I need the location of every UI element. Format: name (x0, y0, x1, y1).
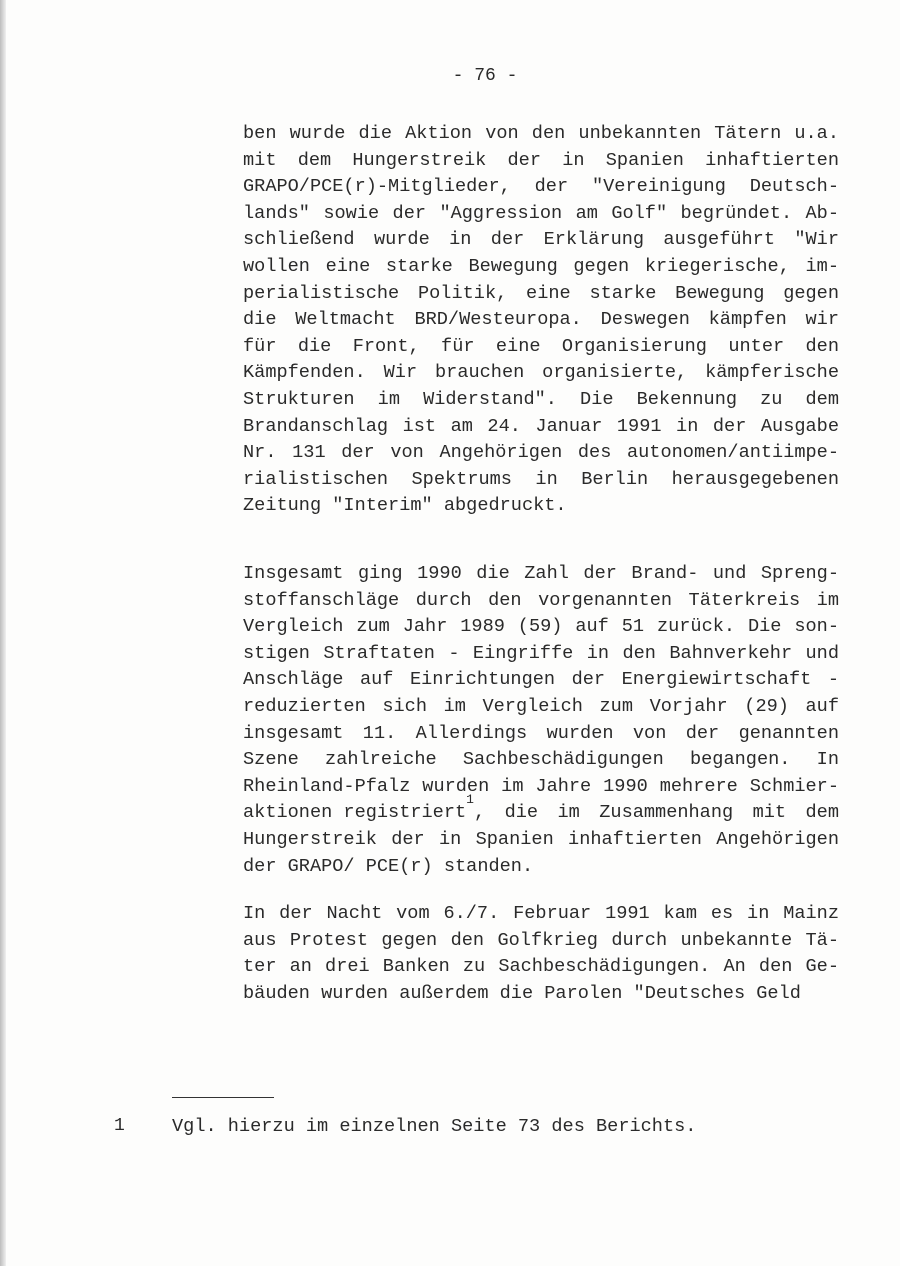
footnote-number: 1 (114, 1116, 125, 1136)
text-line: Zeitung "Interim" abgedruckt. (243, 495, 567, 517)
text-line: Hungerstreik der in Spanien inhaftierten Angehörigen (243, 828, 839, 850)
text-line: Rheinland-Pfalz wurden im Jahre 1990 mehrere Schmier- (243, 775, 839, 797)
text-line (243, 792, 839, 827)
text-line: stigen Straftaten - Eingriffe in den Bahnverkehr und (243, 642, 839, 664)
text-line: Anschläge auf Einrichtungen der Energiewirtschaft - (243, 669, 839, 691)
text-line: GRAPO/PCE(r)-Mitglieder, der "Vereinigung Deutsch- (243, 176, 839, 198)
line-text: , die im Zusammenhang mit dem (473, 802, 839, 824)
text-line: In der Nacht vom 6./7. Februar 1991 kam es in Mainz (243, 903, 839, 924)
scan-edge (0, 0, 6, 1266)
text-line: ter an drei Banken zu Sachbeschädigungen. An den Ge- (243, 956, 839, 978)
text-line: stoffanschläge durch den vorgenannten Täterkreis im (243, 589, 839, 611)
text-line: die Weltmacht BRD/Westeuropa. Deswegen kämpfen wir (243, 309, 839, 331)
text-line: Szene zahlreiche Sachbeschädigungen begangen. In (243, 749, 839, 771)
text-line: Insgesamt ging 1990 die Zahl der Brand- und Spreng- (243, 563, 839, 584)
text-line: Kämpfenden. Wir brauchen organisierte, kämpferische (243, 362, 839, 384)
text-line: mit dem Hungerstreik der in Spanien inhaftierten (243, 149, 839, 171)
footnote-text: Vgl. hierzu im einzelnen Seite 73 des Berichts. (172, 1116, 697, 1137)
footnote-divider (172, 1097, 274, 1098)
text-line: Vergleich zum Jahr 1989 (59) auf 51 zurück. Die son- (243, 616, 839, 638)
page-number: - 76 - (452, 66, 518, 86)
text-line: Strukturen im Widerstand". Die Bekennung zu dem (243, 388, 839, 410)
text-line: bäuden wurden außerdem die Parolen "Deutsches Geld (243, 982, 801, 1004)
text-line: schließend wurde in der Erklärung ausgeführt "Wir (243, 229, 839, 251)
text-line: reduzierten sich im Vergleich zum Vorjahr (29) auf (243, 695, 839, 717)
text-line: für die Front, für eine Organisierung unter den (243, 335, 839, 357)
text-line: ben wurde die Aktion von den unbekannten Tätern u.a. (243, 123, 839, 144)
text-line: insgesamt 11. Allerdings wurden von der genannten (243, 722, 839, 744)
paragraph-1 (243, 121, 839, 520)
text-line: aus Protest gegen den Golfkrieg durch unbekannte Tä- (243, 929, 839, 951)
text-line: Nr. 131 der von Angehörigen des autonomen/antiimpe- (243, 442, 839, 464)
footnote-reference[interactable]: 1 (466, 792, 474, 808)
paragraph-2 (243, 561, 839, 880)
text-line: rialistischen Spektrums in Berlin herausgegebenen (243, 468, 839, 490)
text-line: der GRAPO/ PCE(r) standen. (243, 855, 534, 877)
text-line: perialistische Politik, eine starke Bewegung gegen (243, 282, 839, 304)
line-text: aktionen registriert (243, 802, 467, 824)
text-line: wollen eine starke Bewegung gegen kriegerische, im- (243, 255, 839, 277)
text-line: Brandanschlag ist am 24. Januar 1991 in der Ausgabe (243, 415, 839, 437)
paragraph-3 (243, 901, 839, 1007)
text-line: lands" sowie der "Aggression am Golf" begründet. Ab- (243, 202, 839, 224)
